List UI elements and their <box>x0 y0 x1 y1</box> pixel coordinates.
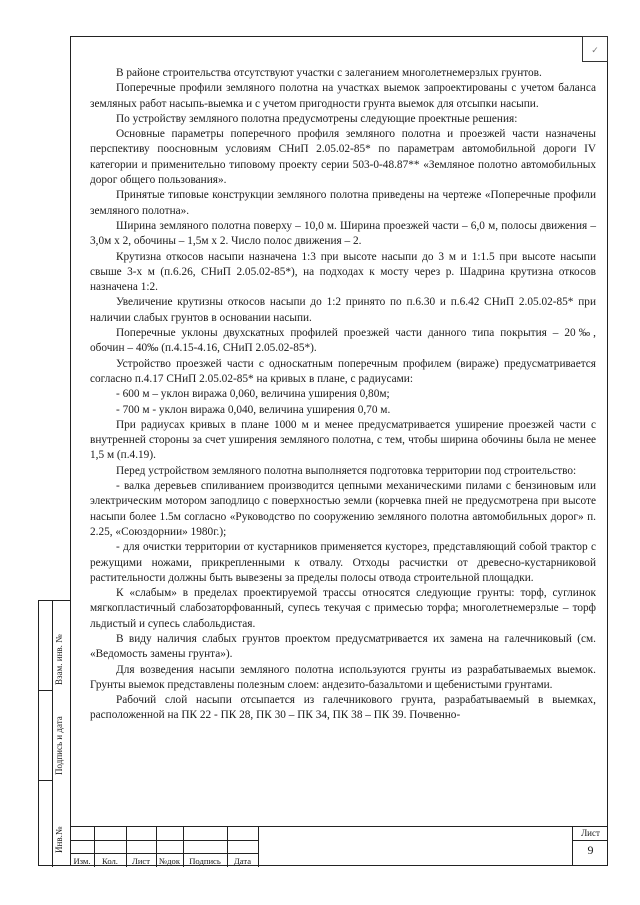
paragraph: Рабочий слой насыпи отсыпается из галечникового грунта, разрабатываемый в выемках, расположенной на ПК 22 - ПК 28, ПК 30 – ПК 34, ПК 38 – ПК 39. Почвенно- <box>90 694 596 722</box>
paragraph: Поперечные профили земляного полотна на участках выемок запроектированы с учетом баланса земляных работ насыпь-выемка и с учетом пригодности грунта выемок для отсыпки насыпи. <box>90 82 596 110</box>
stamp-col-podpis: Подпись <box>189 856 221 866</box>
podpis-data-label: Подпись и дата <box>54 716 64 775</box>
corner-mark: ✓ <box>582 36 608 62</box>
paragraph: Основные параметры поперечного профиля земляного полотна и проезжей части назначены перспективу поосновным условиям СНиП 2.05.02-85* по параметрам автомобильной дороги IV категории и применительно типовому проекту серии 503-0-48.87** «Земляное полотно автомобильных дорог общего пользования». <box>90 128 596 187</box>
paragraph: Для возведения насыпи земляного полотна используются грунты из разрабатываемых выемок. Грунты выемок представлены полезным слоем: андезито-базальтоми и щебенистыми грунтами. <box>90 663 596 691</box>
stamp-col-izm: Изм. <box>73 856 91 866</box>
paragraph: Увеличение крутизны откосов насыпи до 1:2 принято по п.6.30 и п.6.42 СНиП 2.05.02-85* при наличии слабых грунтов в основании насыпи. <box>90 296 596 324</box>
paragraph: При радиусах кривых в плане 1000 м и менее предусматривается уширение проезжей части с внутренней стороны за счет уширения земляного полотна, с тем, чтобы ширина обочины была не менее 1,5 м (п.4.19). <box>90 418 596 462</box>
paragraph: По устройству земляного полотна предусмотрены следующие проектные решения: <box>116 112 518 125</box>
inv-podl-label: Инв.№ <box>54 826 64 853</box>
paragraph: Устройство проезжей части с односкатным поперечным профилем (вираже) предусматривается согласно п.4.17 СНиП 2.05.02-85* на кривых в плане, с радиусами: <box>90 357 596 385</box>
paragraph: В виду наличия слабых грунтов проектом предусматривается их замена на галечниковый (см. «Ведомость замены грунта»). <box>90 632 596 661</box>
list-item: - валка деревьев спиливанием производится цепными механическими пилами с бензиновым или электрическим мотором заподлицо с поверхностью земли (корчевка пней не предусмотрена при высоте насыпи более 1.5м согласно «Руководство по сооружению земляного полотна автомобильных дорог» п. 2.25, «Союздорнии» 1980г.); <box>90 480 596 538</box>
paragraph: Принятые типовые конструкции земляного полотна приведены на чертеже «Поперечные профили земляного полотна». <box>90 189 596 217</box>
paragraph: Перед устройством земляного полотна выполняется подготовка территории под строительство: <box>116 464 577 477</box>
stamp-col-list: Лист <box>132 856 150 866</box>
side-stamp-strip <box>38 600 70 866</box>
paragraph: Ширина земляного полотна поверху – 10,0 м. Ширина проезжей части – 6,0 м, полосы движения – 3,0м x 2, обочины – 1,5м x 2. Число полос движения – 2. <box>90 219 596 248</box>
stamp-title-area <box>258 826 572 867</box>
inv-vzam-label: Взам. инв. № <box>54 634 64 685</box>
list-item: - для очистки территории от кустарников применяется кусторез, представляющий собой трактор с режущими ножами, прикрепленными к отвалу. Отходы расчистки от древесно-кустарниковой растительности должны быть вывезены за пределы полосы отвода строительной площадки. <box>90 541 596 584</box>
stamp-col-ndok: №док <box>158 856 181 866</box>
list-item: - 600 м – уклон виража 0,060, величина уширения 0,80м; <box>116 388 390 401</box>
stamp-col-data: Дата <box>233 856 252 866</box>
list-item: - 700 м - уклон виража 0,040, величина уширения 0,70 м. <box>116 403 391 416</box>
sheet-label: Лист <box>573 827 608 841</box>
paragraph: К «слабым» в пределах проектируемой трассы относятся следующие грунты: торф, суглинок мягкопластичный слабозаторфованный, супесь текучая с примесью торфа; многолетнемерзлые – торф льдистый и супесь слабольдистая. <box>90 587 596 630</box>
stamp-col-kol: Кол. <box>102 856 118 866</box>
stamp-grid <box>70 826 258 867</box>
title-block <box>70 826 608 866</box>
sheet-number: 9 <box>587 843 594 857</box>
document-body <box>90 66 596 724</box>
paragraph: В районе строительства отсутствуют участки с залеганием многолетнемерзлых грунтов. <box>116 67 542 79</box>
paragraph: Поперечные уклоны двухскатных профилей проезжей части данного типа покрытия – 20‰, обочин – 40‰ (п.4.15-4.16, СНиП 2.05.02-85*). <box>90 327 596 355</box>
paragraph: Крутизна откосов насыпи назначена 1:3 при высоте насыпи до 3 м и 1:1.5 при высоте насыпи свыше 3-х м (п.6.26, СНиП 2.05.02-85*), на подходах к мосту через р. Шадрина крутизна откосов назначена 1:2. <box>90 250 596 294</box>
sheet-box <box>572 826 608 866</box>
